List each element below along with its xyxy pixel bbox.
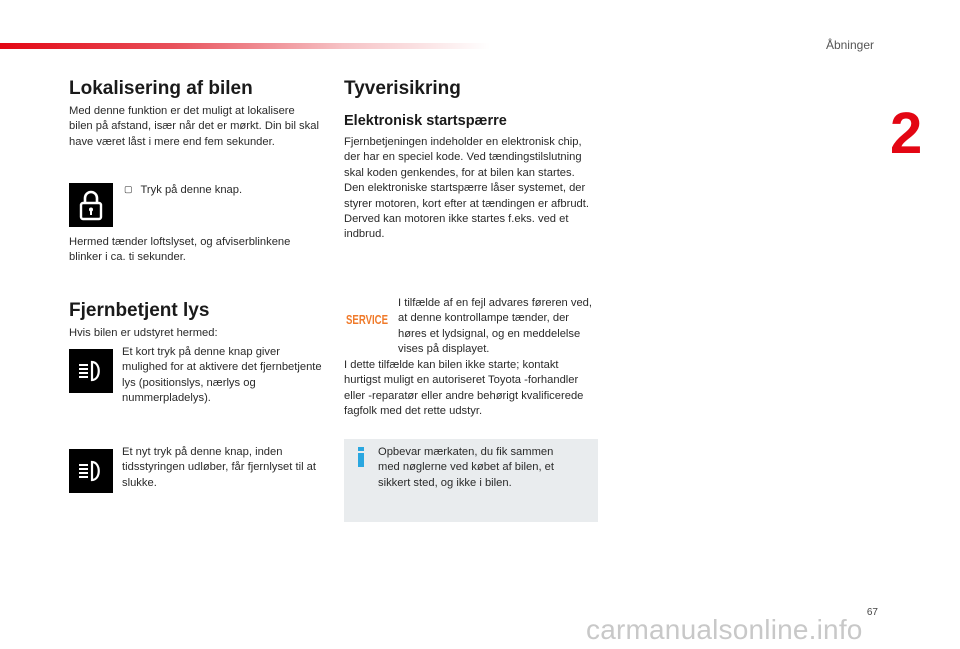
header-accent-bar (0, 43, 490, 49)
service-word: SERVICE (346, 312, 389, 327)
immobiliser-subtitle: Elektronisk startspærre (344, 113, 507, 129)
anti-theft-title: Tyverisikring (344, 78, 461, 99)
locate-step: ▢ Tryk på denne knap. (124, 184, 243, 196)
headlight-button-icon (69, 349, 113, 393)
locate-intro: Med denne funktion er det muligt at lokalisere bilen på afstand, især når det er mørkt. Din bil skal have været låst i mere end fem sekunder. (69, 105, 319, 148)
locate-title: Lokalisering af bilen (69, 78, 253, 99)
headlight-button-icon-2 (69, 449, 113, 493)
bullet-icon: ▢ (124, 184, 133, 194)
lock-button-icon (69, 183, 113, 227)
remote-light-intro: Hvis bilen er udstyret hermed: (69, 327, 218, 339)
immobiliser-body: Fjernbetjeningen indeholder en elektronisk chip, der har en speciel kode. Ved tændingstilslutning skal koden genkendes, for at bilen kan startes. Den elektroniske startspærre låser systemet, der styrer motoren, kort efter at tændingen er afbrudt. Derved kan motoren ikke startes f.eks. ved et indbrud. (344, 136, 589, 241)
lock-icon (76, 188, 106, 222)
service-warning-icon (346, 311, 388, 327)
chapter-number: 2 (890, 101, 923, 166)
info-text: Opbevar mærkaten, du fik sammen med nøglerne ved købet af bilen, et sikkert sted, og ikke i bilen. (378, 446, 554, 489)
headlight-icon (76, 359, 106, 383)
page-number: 67 (866, 607, 878, 618)
watermark: carmanualsonline.info (586, 614, 863, 645)
service-warning-text: I tilfælde af en fejl advares føreren ved, at denne kontrollampe tænder, der høres et lydsignal, og en meddelelse vises på displayet. (398, 297, 593, 356)
locate-result: Hermed tænder loftslyset, og afviserblinkene blinker i ca. ti sekunder. (69, 236, 291, 264)
service-warning-continued: I dette tilfælde kan bilen ikke starte; kontakt hurtigst muligt en autoriseret Toyota -forhandler eller -reparatør eller andre behørigt kvalificerede fagfolk med det rette udstyr. (344, 359, 584, 418)
info-icon (354, 447, 368, 467)
remote-light-title: Fjernbetjent lys (69, 300, 210, 321)
remote-light-step1: Et kort tryk på denne knap giver mulighed for at aktivere det fjernbetjente lys (positionslys, nærlys og nummerpladelys). (122, 346, 322, 405)
headlight-icon (76, 459, 106, 483)
remote-light-step2: Et nyt tryk på denne knap, inden tidsstyringen udløber, får fjernlyset til at slukke. (122, 446, 316, 489)
chapter-label: Åbninger (825, 38, 874, 52)
info-box (344, 439, 598, 522)
